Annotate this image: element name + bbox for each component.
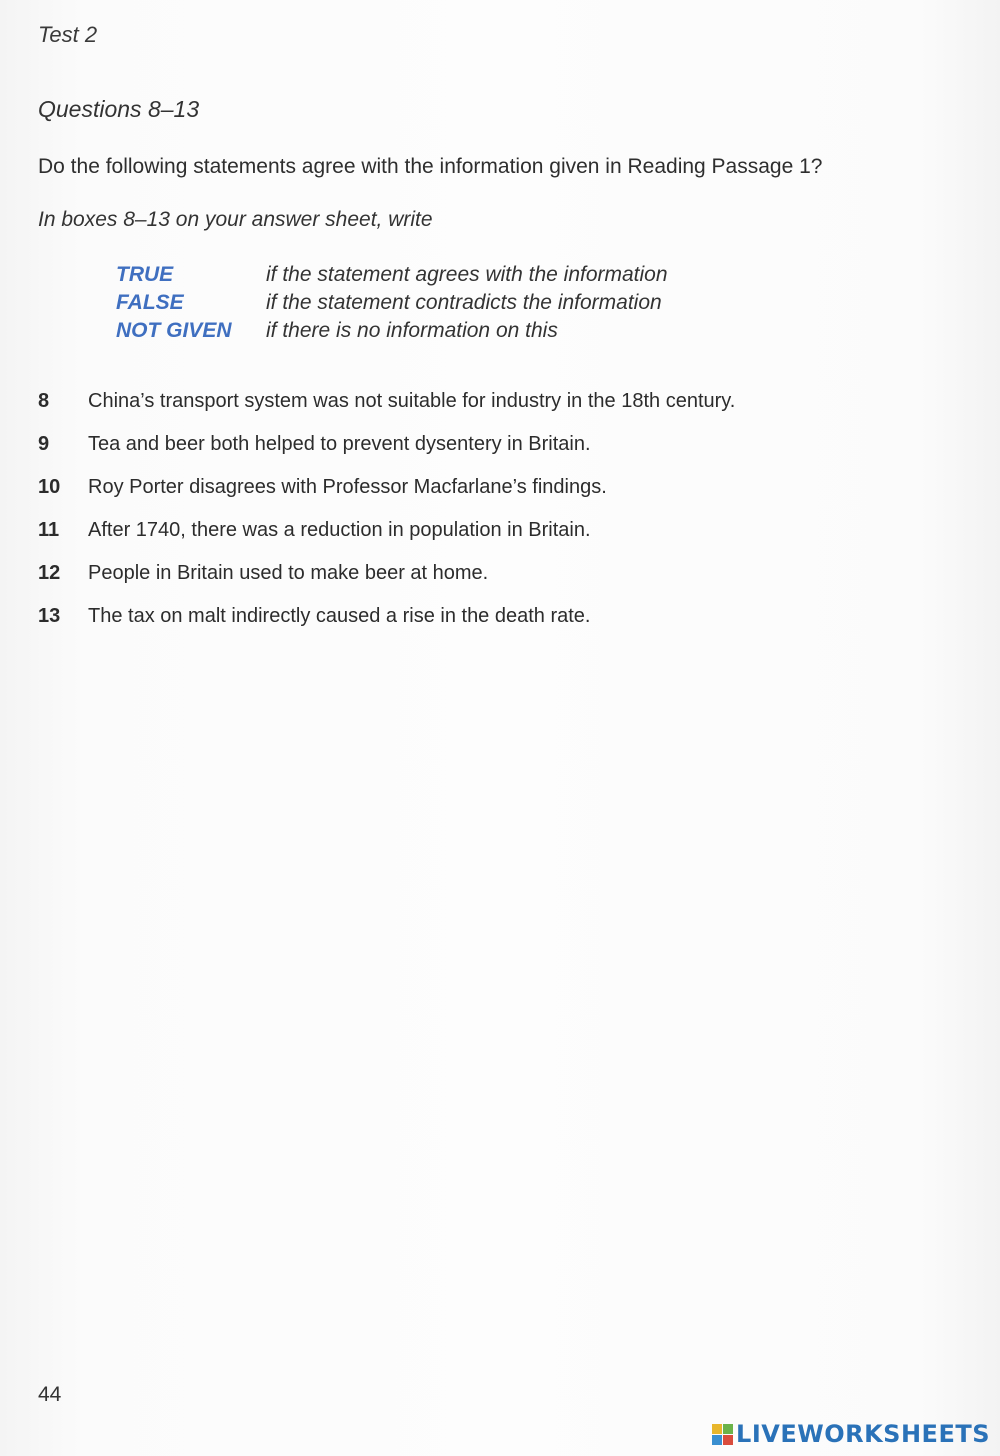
watermark-text: LIVEWORKSHEETS — [736, 1420, 990, 1448]
question-item — [38, 605, 735, 648]
question-item — [38, 390, 735, 433]
question-item — [38, 433, 735, 476]
question-text: After 1740, there was a reduction in population in Britain. — [88, 519, 591, 541]
answer-key-meaning: if the statement contradicts the information — [266, 291, 662, 314]
answer-key-term: TRUE — [116, 263, 174, 286]
question-text: The tax on malt indirectly caused a rise in the death rate. — [88, 605, 591, 627]
section-heading: Questions 8–13 — [38, 96, 200, 122]
answer-key-table — [116, 263, 668, 347]
answer-instruction: In boxes 8–13 on your answer sheet, write — [38, 208, 433, 231]
page-number: 44 — [38, 1383, 62, 1406]
running-header: Test 2 — [38, 22, 98, 47]
question-number: 10 — [38, 476, 61, 498]
answer-key-meaning: if there is no information on this — [266, 319, 558, 342]
question-number: 8 — [38, 390, 50, 412]
question-text: Roy Porter disagrees with Professor Macfarlane’s findings. — [88, 476, 607, 498]
answer-key-row-true — [116, 263, 668, 291]
question-list — [38, 390, 735, 648]
instruction-text: Do the following statements agree with the information given in Reading Passage 1? — [38, 155, 823, 178]
question-text: People in Britain used to make beer at home. — [88, 562, 489, 584]
question-number: 9 — [38, 433, 50, 455]
answer-key-term: NOT GIVEN — [116, 319, 232, 342]
answer-key-row-false — [116, 291, 668, 319]
question-item — [38, 519, 735, 562]
question-text: China’s transport system was not suitable for industry in the 18th century. — [88, 390, 736, 412]
answer-key-row-not-given — [116, 319, 668, 347]
question-item — [38, 476, 735, 519]
logo-icon — [712, 1424, 733, 1445]
question-number: 12 — [38, 562, 61, 584]
liveworksheets-logo — [712, 1420, 990, 1448]
question-number: 11 — [38, 519, 60, 541]
answer-key-term: FALSE — [116, 291, 184, 314]
question-number: 13 — [38, 605, 61, 627]
question-item — [38, 562, 735, 605]
question-text: Tea and beer both helped to prevent dysentery in Britain. — [88, 433, 591, 455]
answer-key-meaning: if the statement agrees with the information — [266, 263, 668, 286]
